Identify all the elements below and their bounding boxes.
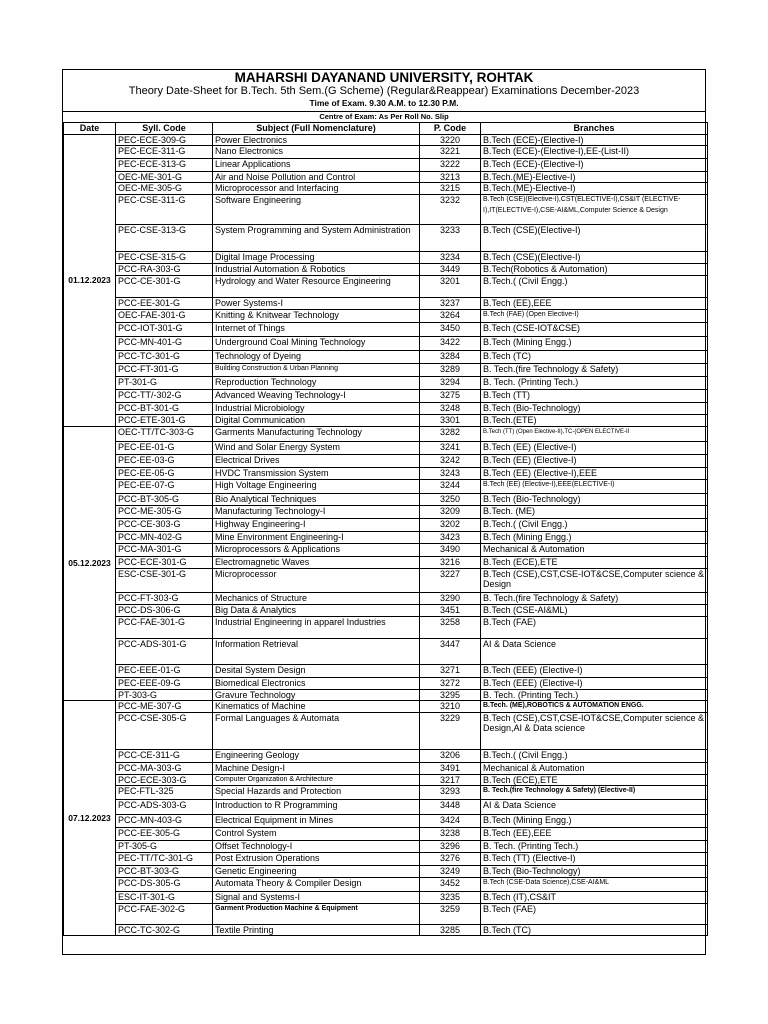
p-code-cell: 3238: [420, 828, 481, 841]
subject-cell: Engineering Geology: [213, 749, 420, 762]
branches-cell: B.Tech (CSE),CST,CSE-IOT&CSE,Computer science & Design,AI & Data science: [481, 712, 708, 749]
table-row: [64, 195, 708, 225]
table-row: [64, 841, 708, 853]
p-code-cell: 3424: [420, 815, 481, 828]
syll-code-cell: PEC-CSE-315-G: [116, 252, 213, 264]
branches-cell: B.Tech (TT) (Open Elective-II),TC-(OPEN ELECTIVE-II: [481, 426, 708, 441]
p-code-cell: 3423: [420, 531, 481, 543]
branches-cell: B.Tech.(ME)-Elective-I): [481, 183, 708, 195]
p-code-cell: 3258: [420, 616, 481, 638]
table-row: [64, 298, 708, 310]
branches-cell: B.Tech (EE) (Elective-I),EEE: [481, 467, 708, 479]
branches-cell: B. Tech.(fire Technology & Safety) (Elective-II): [481, 786, 708, 800]
table-row: [64, 377, 708, 390]
column-header-syll-code: Syll. Code: [116, 123, 213, 135]
subject-cell: Mine Environment Engineering-I: [213, 531, 420, 543]
p-code-cell: 3221: [420, 146, 481, 159]
syll-code-cell: PCC-TC-302-G: [116, 925, 213, 936]
p-code-cell: 3235: [420, 892, 481, 904]
syll-code-cell: PEC-CSE-311-G: [116, 195, 213, 225]
table-row: [64, 146, 708, 159]
branches-cell: B.Tech.( (Civil Engg.): [481, 749, 708, 762]
syll-code-cell: PCC-CE-301-G: [116, 276, 213, 298]
branches-cell: B.Tech (ECE),ETE: [481, 774, 708, 785]
branches-cell: B.Tech (Bio-Technology): [481, 403, 708, 415]
exam-date: 07.12.2023: [64, 700, 116, 935]
table-row: [64, 689, 708, 700]
syll-code-cell: PCC-BT-301-G: [116, 403, 213, 415]
p-code-cell: 3215: [420, 183, 481, 195]
table-row: [64, 892, 708, 904]
exam-centre-note: Centre of Exam: As Per Roll No. Slip: [63, 111, 705, 122]
p-code-cell: 3232: [420, 195, 481, 225]
table-row: [64, 467, 708, 479]
branches-cell: B.Tech (Mining Engg.): [481, 531, 708, 543]
p-code-cell: 3259: [420, 904, 481, 925]
table-row: [64, 172, 708, 183]
syll-code-cell: PEC-CSE-313-G: [116, 225, 213, 252]
branches-cell: B.Tech (IT),CS&IT: [481, 892, 708, 904]
table-row: [64, 403, 708, 415]
table-row: [64, 749, 708, 762]
syll-code-cell: PT-303-G: [116, 689, 213, 700]
subject-cell: Digital Image Processing: [213, 252, 420, 264]
subject-cell: Garments Manufacturing Technology: [213, 426, 420, 441]
p-code-cell: 3447: [420, 638, 481, 664]
subject-cell: Post Extrusion Operations: [213, 853, 420, 866]
table-row: [64, 337, 708, 351]
subject-cell: Building Construction & Urban Planning: [213, 364, 420, 377]
branches-cell: B.Tech (TC): [481, 351, 708, 364]
syll-code-cell: PCC-TC-301-G: [116, 351, 213, 364]
table-row: [64, 925, 708, 936]
table-row: [64, 556, 708, 568]
subject-cell: Electromagnetic Waves: [213, 556, 420, 568]
p-code-cell: 3294: [420, 377, 481, 390]
table-row: [64, 518, 708, 531]
subject-cell: Power Electronics: [213, 135, 420, 146]
syll-code-cell: PCC-DS-306-G: [116, 604, 213, 616]
subject-cell: Nano Electronics: [213, 146, 420, 159]
p-code-cell: 3217: [420, 774, 481, 785]
p-code-cell: 3285: [420, 925, 481, 936]
table-row: [64, 638, 708, 664]
table-row: [64, 415, 708, 426]
table-row: [64, 616, 708, 638]
branches-cell: B.Tech (FAE): [481, 904, 708, 925]
table-row: [64, 323, 708, 337]
p-code-cell: 3264: [420, 310, 481, 323]
branches-cell: B.Tech (CSE)(Elective-I): [481, 225, 708, 252]
subject-cell: Computer Organization & Architecture: [213, 774, 420, 785]
subject-cell: Industrial Microbiology: [213, 403, 420, 415]
subject-cell: Hydrology and Water Resource Engineering: [213, 276, 420, 298]
branches-cell: B.Tech (CSE)(Elective-I),CST(ELECTIVE-I),CS&IT (ELECTIVE-I),IT(ELECTIVE-I),CSE-AI&ML,Computer Science & Design: [481, 195, 708, 225]
branches-cell: B.Tech (Mining Engg.): [481, 815, 708, 828]
syll-code-cell: PEC-EE-07-G: [116, 479, 213, 493]
table-row: [64, 454, 708, 467]
branches-cell: B.Tech (Bio-Technology): [481, 493, 708, 505]
syll-code-cell: PCC-FT-301-G: [116, 364, 213, 377]
p-code-cell: 3272: [420, 677, 481, 689]
p-code-cell: 3452: [420, 878, 481, 892]
branches-cell: B.Tech (Mining Engg.): [481, 337, 708, 351]
table-row: [64, 828, 708, 841]
table-row: [64, 183, 708, 195]
table-row: [64, 426, 708, 441]
branches-cell: B.Tech (CSE),CST,CSE-IOT&CSE,Computer science & Design: [481, 568, 708, 592]
syll-code-cell: PCC-ME-307-G: [116, 700, 213, 712]
subject-cell: Microprocessor: [213, 568, 420, 592]
p-code-cell: 3250: [420, 493, 481, 505]
table-row: [64, 700, 708, 712]
table-row: [64, 493, 708, 505]
subject-cell: Air and Noise Pollution and Control: [213, 172, 420, 183]
subject-cell: Information Retrieval: [213, 638, 420, 664]
branches-cell: B.Tech (EE),EEE: [481, 298, 708, 310]
subject-cell: Automata Theory & Compiler Design: [213, 878, 420, 892]
p-code-cell: 3227: [420, 568, 481, 592]
p-code-cell: 3491: [420, 762, 481, 774]
table-header-row: [64, 123, 708, 135]
subject-cell: Digital Communication: [213, 415, 420, 426]
subject-cell: Reproduction Technology: [213, 377, 420, 390]
subject-cell: Special Hazards and Protection: [213, 786, 420, 800]
subject-cell: Wind and Solar Energy System: [213, 441, 420, 454]
branches-cell: B.Tech (ECE)-(Elective-I): [481, 135, 708, 146]
table-row: [64, 592, 708, 604]
syll-code-cell: PEC-FTL-325: [116, 786, 213, 800]
p-code-cell: 3276: [420, 853, 481, 866]
exam-timing: Time of Exam. 9.30 A.M. to 12.30 P.M.: [309, 98, 459, 108]
p-code-cell: 3206: [420, 749, 481, 762]
p-code-cell: 3248: [420, 403, 481, 415]
syll-code-cell: PEC-ECE-313-G: [116, 159, 213, 172]
subject-cell: Signal and Systems-I: [213, 892, 420, 904]
syll-code-cell: PEC-ECE-311-G: [116, 146, 213, 159]
syll-code-cell: PCC-ME-305-G: [116, 505, 213, 518]
p-code-cell: 3209: [420, 505, 481, 518]
syll-code-cell: OEC-ME-301-G: [116, 172, 213, 183]
table-row: [64, 276, 708, 298]
branches-cell: B. Tech. (Printing Tech.): [481, 689, 708, 700]
syll-code-cell: PCC-FAE-301-G: [116, 616, 213, 638]
table-row: [64, 815, 708, 828]
subject-cell: Kinematics of Machine: [213, 700, 420, 712]
subject-cell: System Programming and System Administration: [213, 225, 420, 252]
syll-code-cell: PCC-FAE-302-G: [116, 904, 213, 925]
table-row: [64, 479, 708, 493]
table-row: [64, 762, 708, 774]
p-code-cell: 3234: [420, 252, 481, 264]
subject-cell: Textile Printing: [213, 925, 420, 936]
table-row: [64, 853, 708, 866]
table-row: [64, 677, 708, 689]
branches-cell: B.Tech (EE) (Elective-I),EEE(ELECTIVE-I): [481, 479, 708, 493]
syll-code-cell: OEC-TT/TC-303-G: [116, 426, 213, 441]
subject-cell: High Voltage Engineering: [213, 479, 420, 493]
branches-cell: AI & Data Science: [481, 638, 708, 664]
syll-code-cell: OEC-ME-305-G: [116, 183, 213, 195]
p-code-cell: 3237: [420, 298, 481, 310]
syll-code-cell: PEC-TT/TC-301-G: [116, 853, 213, 866]
p-code-cell: 3244: [420, 479, 481, 493]
p-code-cell: 3448: [420, 800, 481, 815]
p-code-cell: 3282: [420, 426, 481, 441]
syll-code-cell: PEC-ECE-309-G: [116, 135, 213, 146]
column-header-subject: Subject (Full Nomenclature): [213, 123, 420, 135]
branches-cell: B.Tech (EEE) (Elective-I): [481, 664, 708, 677]
branches-cell: B.Tech (CSE-IOT&CSE): [481, 323, 708, 337]
p-code-cell: 3284: [420, 351, 481, 364]
subject-cell: Bio Analytical Techniques: [213, 493, 420, 505]
syll-code-cell: PCC-TT/-302-G: [116, 390, 213, 403]
p-code-cell: 3202: [420, 518, 481, 531]
table-row: [64, 225, 708, 252]
syll-code-cell: PCC-MN-401-G: [116, 337, 213, 351]
syll-code-cell: PCC-EE-305-G: [116, 828, 213, 841]
branches-cell: B.Tech (Bio-Technology): [481, 866, 708, 878]
syll-code-cell: PEC-EE-01-G: [116, 441, 213, 454]
syll-code-cell: PT-305-G: [116, 841, 213, 853]
p-code-cell: 3222: [420, 159, 481, 172]
branches-cell: B.Tech (CSE-AI&ML): [481, 604, 708, 616]
syll-code-cell: PCC-MN-402-G: [116, 531, 213, 543]
column-header-branches: Branches: [481, 123, 708, 135]
subject-cell: Manufacturing Technology-I: [213, 505, 420, 518]
subject-cell: Big Data & Analytics: [213, 604, 420, 616]
subject-cell: Knitting & Knitwear Technology: [213, 310, 420, 323]
p-code-cell: 3296: [420, 841, 481, 853]
table-row: [64, 878, 708, 892]
table-row: [64, 786, 708, 800]
syll-code-cell: PCC-FT-303-G: [116, 592, 213, 604]
branches-cell: B.Tech.(ETE): [481, 415, 708, 426]
branches-cell: B. Tech. (Printing Tech.): [481, 841, 708, 853]
p-code-cell: 3271: [420, 664, 481, 677]
subject-cell: Garment Production Machine & Equipment: [213, 904, 420, 925]
syll-code-cell: PCC-ECE-303-G: [116, 774, 213, 785]
table-row: [64, 712, 708, 749]
syll-code-cell: PCC-BT-303-G: [116, 866, 213, 878]
p-code-cell: 3243: [420, 467, 481, 479]
branches-cell: Mechanical & Automation: [481, 762, 708, 774]
p-code-cell: 3301: [420, 415, 481, 426]
table-row: [64, 568, 708, 592]
subject-cell: Biomedical Electronics: [213, 677, 420, 689]
schedule-body: [64, 135, 708, 936]
table-row: [64, 364, 708, 377]
schedule-table: [63, 122, 708, 936]
p-code-cell: 3216: [420, 556, 481, 568]
table-row: [64, 441, 708, 454]
p-code-cell: 3451: [420, 604, 481, 616]
p-code-cell: 3249: [420, 866, 481, 878]
date-sheet: [62, 69, 706, 955]
branches-cell: B.Tech (TT): [481, 390, 708, 403]
subject-cell: Microprocessor and Interfacing: [213, 183, 420, 195]
table-row: [64, 904, 708, 925]
branches-cell: B. Tech.(fire Technology & Safety): [481, 364, 708, 377]
subject-cell: Internet of Things: [213, 323, 420, 337]
p-code-cell: 3490: [420, 543, 481, 556]
table-row: [64, 351, 708, 364]
syll-code-cell: PCC-ETE-301-G: [116, 415, 213, 426]
syll-code-cell: PCC-EE-301-G: [116, 298, 213, 310]
table-row: [64, 664, 708, 677]
branches-cell: B.Tech.(ME)-Elective-I): [481, 172, 708, 183]
branches-cell: B.Tech (ECE),ETE: [481, 556, 708, 568]
branches-cell: B.Tech.( (Civil Engg.): [481, 518, 708, 531]
branches-cell: B.Tech (FAE): [481, 616, 708, 638]
table-row: [64, 543, 708, 556]
branches-cell: B. Tech. (Printing Tech.): [481, 377, 708, 390]
p-code-cell: 3290: [420, 592, 481, 604]
table-row: [64, 252, 708, 264]
subject-cell: Control System: [213, 828, 420, 841]
branches-cell: B.Tech (EE) (Elective-I): [481, 454, 708, 467]
subject-cell: Genetic Engineering: [213, 866, 420, 878]
p-code-cell: 3213: [420, 172, 481, 183]
syll-code-cell: PCC-ADS-303-G: [116, 800, 213, 815]
p-code-cell: 3233: [420, 225, 481, 252]
syll-code-cell: PCC-MA-301-G: [116, 543, 213, 556]
syll-code-cell: PCC-ADS-301-G: [116, 638, 213, 664]
p-code-cell: 3229: [420, 712, 481, 749]
p-code-cell: 3295: [420, 689, 481, 700]
syll-code-cell: PCC-MA-303-G: [116, 762, 213, 774]
branches-cell: B.Tech (TC): [481, 925, 708, 936]
p-code-cell: 3289: [420, 364, 481, 377]
exam-date: 01.12.2023: [64, 135, 116, 427]
syll-code-cell: PCC-RA-303-G: [116, 264, 213, 276]
branches-cell: B.Tech (ECE)-(Elective-I),EE-(List-II): [481, 146, 708, 159]
syll-code-cell: PCC-CE-303-G: [116, 518, 213, 531]
p-code-cell: 3242: [420, 454, 481, 467]
branches-cell: B.Tech (ECE)-(Elective-I): [481, 159, 708, 172]
table-row: [64, 505, 708, 518]
table-row: [64, 159, 708, 172]
table-row: [64, 310, 708, 323]
syll-code-cell: PCC-BT-305-G: [116, 493, 213, 505]
syll-code-cell: PCC-DS-305-G: [116, 878, 213, 892]
branches-cell: B.Tech (TT) (Elective-I): [481, 853, 708, 866]
branches-cell: B.Tech.( (Civil Engg.): [481, 276, 708, 298]
column-header-date: Date: [64, 123, 116, 135]
subject-cell: Desital System Design: [213, 664, 420, 677]
subject-cell: Electrical Equipment in Mines: [213, 815, 420, 828]
branches-cell: B.Tech (EEE) (Elective-I): [481, 677, 708, 689]
p-code-cell: 3241: [420, 441, 481, 454]
subject-cell: Microprocessors & Applications: [213, 543, 420, 556]
subject-cell: Highway Engineering-I: [213, 518, 420, 531]
p-code-cell: 3201: [420, 276, 481, 298]
subject-cell: Introduction to R Programming: [213, 800, 420, 815]
subject-cell: Mechanics of Structure: [213, 592, 420, 604]
syll-code-cell: PEC-EE-05-G: [116, 467, 213, 479]
branches-cell: B.Tech. (ME),ROBOTICS & AUTOMATION ENGG.: [481, 700, 708, 712]
syll-code-cell: ESC-IT-301-G: [116, 892, 213, 904]
subject-cell: Industrial Automation & Robotics: [213, 264, 420, 276]
syll-code-cell: PCC-CE-311-G: [116, 749, 213, 762]
subject-cell: Underground Coal Mining Technology: [213, 337, 420, 351]
branches-cell: B.Tech (CSE)(Elective-I): [481, 252, 708, 264]
subject-cell: Offset Technology-I: [213, 841, 420, 853]
p-code-cell: 3449: [420, 264, 481, 276]
table-row: [64, 135, 708, 146]
branches-cell: Mechanical & Automation: [481, 543, 708, 556]
subject-cell: Power Systems-I: [213, 298, 420, 310]
subject-cell: Technology of Dyeing: [213, 351, 420, 364]
subject-cell: Advanced Weaving Technology-I: [213, 390, 420, 403]
subject-cell: Electrical Drives: [213, 454, 420, 467]
syll-code-cell: PEC-EEE-09-G: [116, 677, 213, 689]
subject-cell: Linear Applications: [213, 159, 420, 172]
syll-code-cell: PEC-EE-03-G: [116, 454, 213, 467]
table-row: [64, 604, 708, 616]
syll-code-cell: PCC-CSE-305-G: [116, 712, 213, 749]
subject-cell: HVDC Transmission System: [213, 467, 420, 479]
branches-cell: B.Tech (EE) (Elective-I): [481, 441, 708, 454]
branches-cell: B.Tech. (ME): [481, 505, 708, 518]
subject-cell: Gravure Technology: [213, 689, 420, 700]
p-code-cell: 3220: [420, 135, 481, 146]
subject-cell: Formal Languages & Automata: [213, 712, 420, 749]
table-row: [64, 774, 708, 785]
branches-cell: B.Tech(Robotics & Automation): [481, 264, 708, 276]
exam-date: 05.12.2023: [64, 426, 116, 700]
branches-cell: B.Tech (CSE-Data Science),CSE-AI&ML: [481, 878, 708, 892]
table-row: [64, 531, 708, 543]
p-code-cell: 3210: [420, 700, 481, 712]
table-row: [64, 390, 708, 403]
syll-code-cell: OEC-FAE-301-G: [116, 310, 213, 323]
page-title: MAHARSHI DAYANAND UNIVERSITY, ROHTAK: [234, 70, 534, 85]
p-code-cell: 3450: [420, 323, 481, 337]
syll-code-cell: PCC-ECE-301-G: [116, 556, 213, 568]
p-code-cell: 3422: [420, 337, 481, 351]
p-code-cell: 3293: [420, 786, 481, 800]
table-row: [64, 264, 708, 276]
p-code-cell: 3275: [420, 390, 481, 403]
branches-cell: B. Tech.(fire Technology & Safety): [481, 592, 708, 604]
branches-cell: B.Tech (EE),EEE: [481, 828, 708, 841]
table-row: [64, 800, 708, 815]
subject-cell: Industrial Engineering in apparel Industries: [213, 616, 420, 638]
branches-cell: AI & Data Science: [481, 800, 708, 815]
branches-cell: B.Tech (FAE) (Open Elective-I): [481, 310, 708, 323]
table-row: [64, 866, 708, 878]
syll-code-cell: PCC-MN-403-G: [116, 815, 213, 828]
syll-code-cell: ESC-CSE-301-G: [116, 568, 213, 592]
syll-code-cell: PCC-IOT-301-G: [116, 323, 213, 337]
subject-cell: Machine Design-I: [213, 762, 420, 774]
subject-cell: Software Engineering: [213, 195, 420, 225]
syll-code-cell: PEC-EEE-01-G: [116, 664, 213, 677]
column-header-p-code: P. Code: [420, 123, 481, 135]
syll-code-cell: PT-301-G: [116, 377, 213, 390]
page-subtitle: Theory Date-Sheet for B.Tech. 5th Sem.(G Scheme) (Regular&Reappear) Examinations December-2023: [128, 85, 640, 97]
